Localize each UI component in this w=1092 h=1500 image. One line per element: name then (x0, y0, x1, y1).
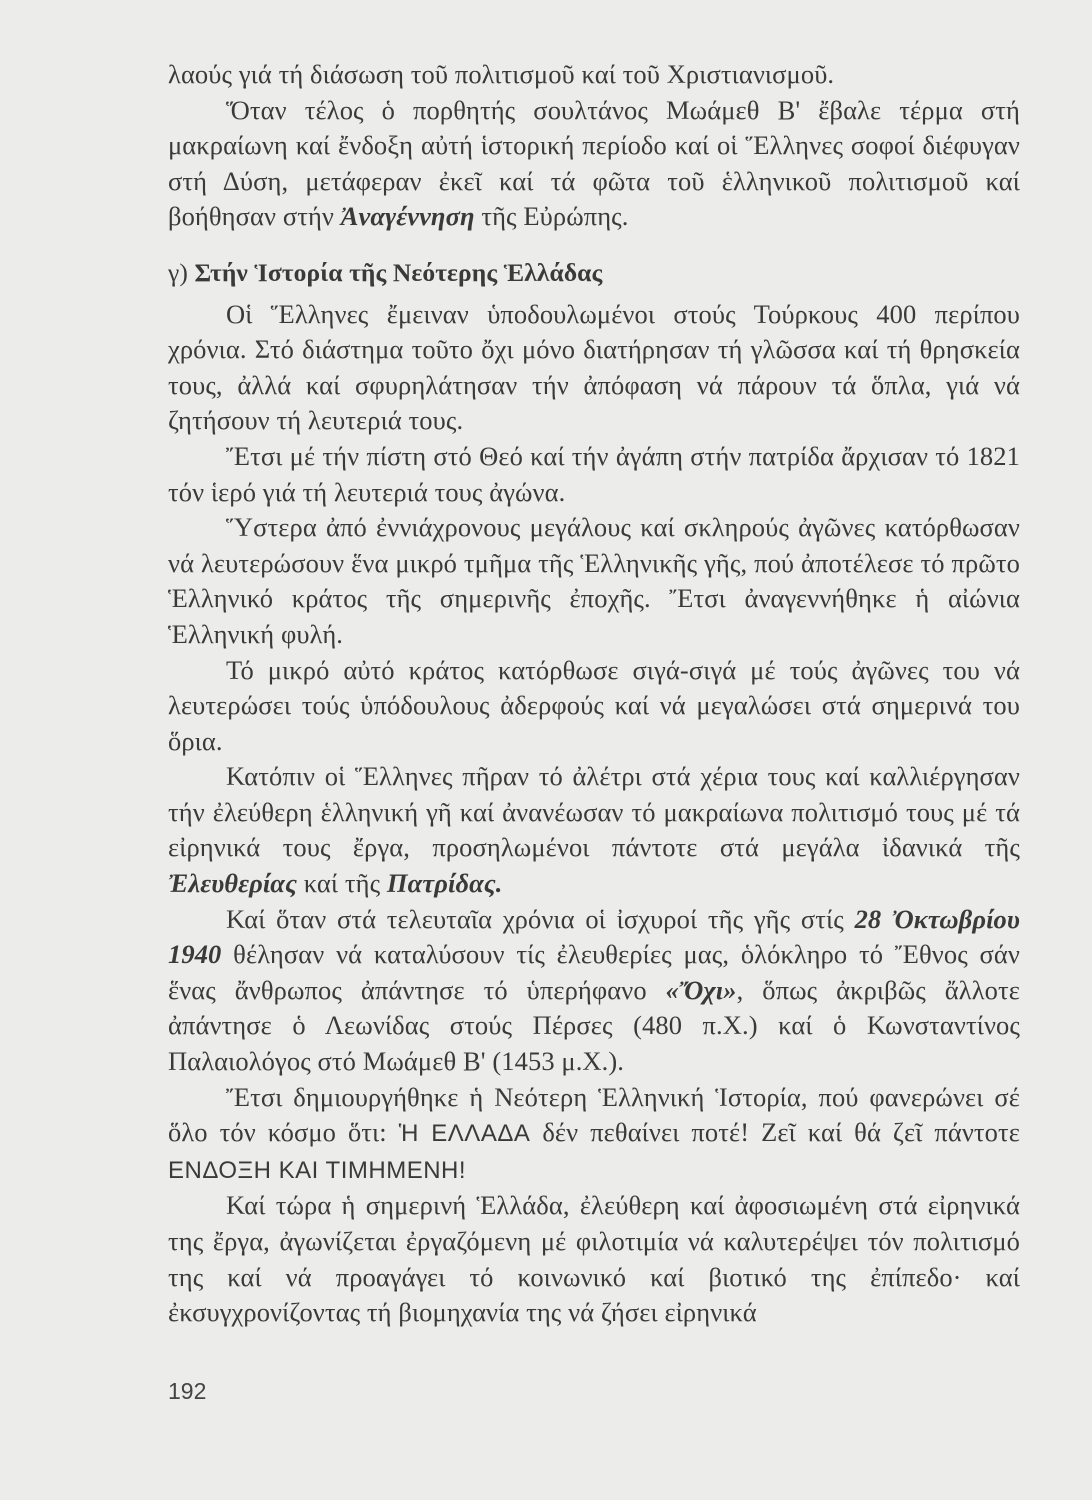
caps-hellas: Ἡ ΕΛΛΑΔΑ (398, 1120, 531, 1148)
paragraph-6: Τό μικρό αὐτό κράτος κατόρθωσε σιγά-σιγά μέ τούς ἀγῶνες του νά λευτερώσει τούς ὑπόδουλους ἀδερφούς καί νά μεγαλώσει στά σημερινά του ὅρια. (168, 654, 1020, 756)
paragraph-4: Ἔτσι μέ τήν πίστη στό Θεό καί τήν ἀγάπη στήν πατρίδα ἄρχισαν τό 1821 τόν ἱερό γιά τή λευτεριά τους ἀγώνα. (168, 440, 1020, 507)
paragraph-10: Καί τώρα ἡ σημερινή Ἑλλάδα, ἐλεύθερη καί ἀφοσιωμένη στά εἰρηνικά της ἔργα, ἀγωνίζεται ἐργαζόμενη μέ φιλοτιμία νά καλυτερέψει τόν πολιτισμό της καί νά προαγάγει τό κοινωνικό καί βιοτικό της ἐπίπεδο· καί ἐκσυγχρονίζοντας τή βιομηχανία της νά ζήσει εἰρηνικά (168, 1190, 1020, 1328)
body-text (168, 57, 1020, 1331)
emphasis-renaissance: Ἀναγέννηση (340, 201, 475, 232)
emphasis-ochi: «Ὄχι» (665, 974, 737, 1005)
emphasis-date: 28 Ὀκτωβρίου 1940 (168, 903, 1020, 970)
page-number: 192 (168, 1378, 207, 1404)
emphasis-homeland: Πατρίδας. (386, 868, 503, 899)
emphasis-freedom: Ἐλευθερίας (168, 868, 297, 899)
paragraph-7: Κατόπιν οἱ Ἕλληνες πῆραν τό ἀλέτρι στά χέρια τους καί καλλιέργησαν τήν ἐλεύθερη ἑλληνική γῆ καί ἀνανέωσαν τό μακραίωνα πολιτισμό τους μέ τά εἰρηνικά τους ἔργα, προσηλωμένοι πάντοτε στά μεγάλα ἰδανικά τῆς Ἐλευθερίας καί τῆς Πατρίδας. (168, 761, 1020, 899)
paragraph-5: Ὕστερα ἀπό ἐννιάχρονους μεγάλους καί σκληρούς ἀγῶνες κατόρθωσαν νά λευτερώσουν ἕνα μικρό τμῆμα τῆς Ἑλληνικῆς γῆς, πού ἀποτέλεσε τό πρῶτο Ἑλληνικό κράτος τῆς σημερινῆς ἐποχῆς. Ἔτσι ἀναγεννήθηκε ἡ αἰώνια Ἑλληνική φυλή. (168, 512, 1020, 649)
paragraph-3: Οἱ Ἕλληνες ἔμειναν ὑποδουλωμένοι στούς Τούρκους 400 περίπου χρόνια. Στό διάστημα τοῦτο ὄχι μόνο διατήρησαν τή γλῶσσα καί τή θρησκεία τους, ἀλλά καί σφυρηλάτησαν τήν ἀπόφαση νά πάρουν τά ὅπλα, γιά νά ζητήσουν τή λευτεριά τους. (168, 298, 1020, 436)
paragraph-8: Καί ὅταν στά τελευταῖα χρόνια οἱ ἰσχυροί τῆς γῆς στίς 28 Ὀκτωβρίου 1940 θέλησαν νά καταλύσουν τίς ἐλευθερίες μας, ὁλόκληρο τό Ἔθνος σάν ἕνας ἄνθρωπος ἀπάντησε τό ὑπερήφανο «Ὄχι», ὅπως ἀκριβῶς ἄλλοτε ἀπάντησε ὁ Λεωνίδας στούς Πέρσες (480 π.Χ.) καί ὁ Κωνσταντίνος Παλαιολόγος στό Μωάμεθ Β' (1453 μ.Χ.). (168, 903, 1020, 1077)
paragraph-9: Ἔτσι δημιουργήθηκε ἡ Νεότερη Ἑλληνική Ἱστορία, πού φανερώνει σέ ὅλο τόν κόσμο ὅτι: Ἡ ΕΛΛΑΔΑ δέν πεθαίνει ποτέ! Ζεῖ καί θά ζεῖ πάντοτε ΕΝΔΟΞΗ ΚΑΙ ΤΙΜΗΜΕΝΗ! (168, 1081, 1020, 1184)
caps-glorious: ΕΝΔΟΞΗ ΚΑΙ ΤΙΜΗΜΕΝΗ! (168, 1156, 467, 1184)
paragraph-2: Ὅταν τέλος ὁ πορθητής σουλτάνος Μωάμεθ Β' ἔβαλε τέρμα στή μακραίωνη καί ἔνδοξη αὐτή ἱστορική περίοδο καί οἱ Ἕλληνες σοφοί διέφυγαν στή Δύση, μετάφεραν ἐκεῖ καί τά φῶτα τοῦ ἑλληνικοῦ πολιτισμοῦ καί βοήθησαν στήν Ἀναγέννηση τῆς Εὐρώπης. (168, 94, 1020, 232)
section-heading: γ) Στήν Ἱστορία τῆς Νεότερης Ἑλλάδας (168, 257, 603, 287)
paragraph-1: λαούς γιά τή διάσωση τοῦ πολιτισμοῦ καί τοῦ Χριστιανισμοῦ. (168, 59, 835, 89)
